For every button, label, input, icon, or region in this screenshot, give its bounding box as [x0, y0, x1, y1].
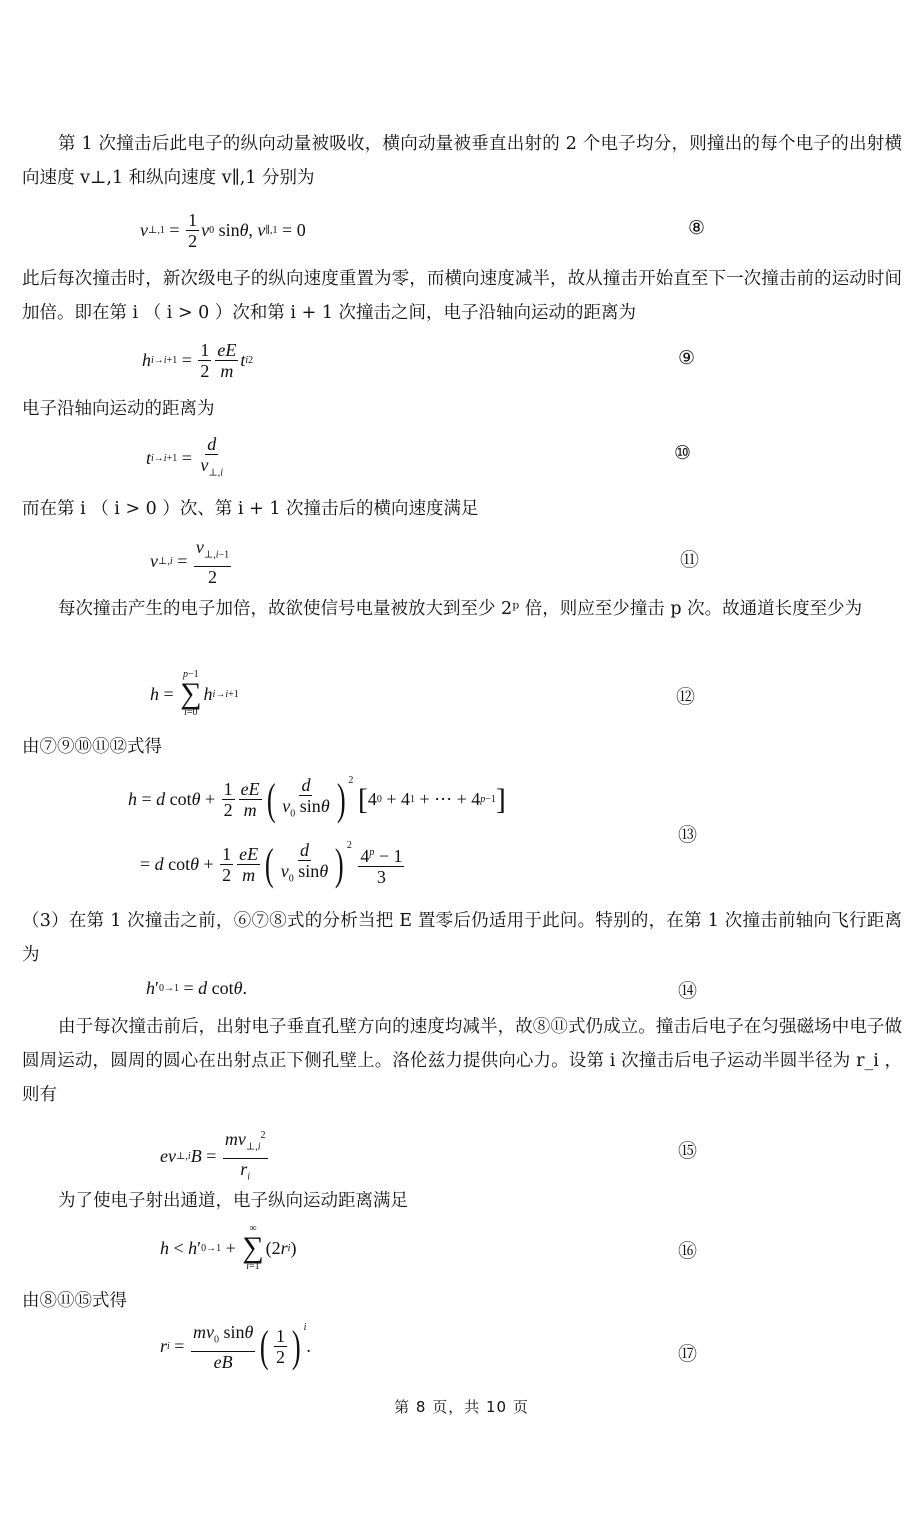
equation-13-line-2: = d cot θ + $\frac{1}{2}$ $\frac{eE}{m}$ ( $\frac{d}{v_0 \sin\theta}$ ) $^2$ $\frac{4^p - 1}{3}$ [140, 839, 403, 889]
paragraph-1: 第 1 次撞击后此电子的纵向动量被吸收，横向动量被垂直出射的 2 个电子均分，则撞出的每个电子的出射横向速度 v⊥,1 和纵向速度 v∥,1 分别为 [22, 134, 902, 188]
equation-10: t i→i+1 = $\frac{d}{v_{\perp,i}}$ [146, 434, 224, 479]
equation-14: h ′ 0→1 = d cot θ . [146, 978, 247, 998]
equation-number-17: ⑰ [678, 1343, 698, 1365]
paragraph-4: 而在第 i （ i > 0 ）次、第 i + 1 次撞击后的横向速度满足 [22, 499, 479, 519]
equation-number-12: ⑫ [676, 686, 696, 708]
equation-17: r i = $\frac{mv_0 \sin\theta}{eB}$ ( $\frac{1}{2}$ ) $^i$ . [160, 1321, 311, 1372]
equation-15: e v ⊥,i B = $\frac{mv_{\perp,i}^2}{r_i}$ [160, 1126, 270, 1187]
equation-8: v ⊥,1 = $\frac{1}{2}$ v 0 sin θ , v ∥,1 = 0 [140, 210, 306, 251]
equation-number-8: ⑧ [688, 217, 706, 239]
equation-number-10: ⑩ [674, 442, 692, 464]
paragraph-10: 由⑧⑪⑮式得 [22, 1291, 127, 1311]
paragraph-9: 为了使电子射出通道，电子纵向运动距离满足 [58, 1191, 408, 1211]
equation-9: h i→i+1 = $\frac{1}{2}$ $\frac{eE}{m}$ t i 2 [142, 340, 254, 381]
equation-number-11: ⑪ [680, 549, 700, 571]
equation-number-16: ⑯ [678, 1240, 698, 1262]
equation-13-line-1: h = d cot θ + $\frac{1}{2}$ $\frac{eE}{m}$ ( $\frac{d}{v_0 \sin\theta}$ ) $^2$ [ 4 0 + 4 1 + ⋯ + 4 p−1 ] [128, 774, 506, 824]
paragraph-8: 由于每次撞击前后，出射电子垂直孔壁方向的速度均减半，故⑧⑪式仍成立。撞击后电子在匀强磁场中电子做圆周运动，圆周的圆心在出射点正下侧孔壁上。洛伦兹力提供向心力。设第 i 次撞击后电子运动半圆半径为 r_i ，则有 [22, 1017, 902, 1105]
paragraph-5: 每次撞击产生的电子加倍，故欲使信号电量被放大到至少 2ᵖ 倍，则应至少撞击 p 次。故通道长度至少为 [58, 599, 863, 619]
paragraph-7: （3）在第 1 次撞击之前，⑥⑦⑧式的分析当把 E 置零后仍适用于此问。特别的，在第 1 次撞击前轴向飞行距离为 [22, 911, 902, 965]
equation-number-14: ⑭ [678, 980, 698, 1002]
page-footer: 第 8 页，共 10 页 [394, 1398, 529, 1416]
equation-number-9: ⑨ [678, 347, 696, 369]
equation-11: v ⊥,i = $\frac{v_{\perp,i-1}}{2}$ [150, 537, 230, 587]
paragraph-3: 电子沿轴向运动的距离为 [22, 399, 215, 419]
equation-number-15: ⑮ [678, 1140, 698, 1162]
paragraph-6: 由⑦⑨⑩⑪⑫式得 [22, 737, 162, 757]
equation-number-13: ⑬ [678, 824, 698, 846]
paragraph-2: 此后每次撞击时，新次级电子的纵向速度重置为零，而横向速度减半，故从撞击开始直至下一次撞击前的运动时间加倍。即在第 i （ i > 0 ）次和第 i + 1 次撞击之间，电子沿轴向运动的距离为 [22, 269, 902, 323]
equation-12: h = p−1 ∑ i=0 h i→i+1 [150, 669, 239, 718]
equation-16: h < h ′ 0→1 + ∞ ∑ i=1 (2 r i ) [160, 1223, 297, 1272]
